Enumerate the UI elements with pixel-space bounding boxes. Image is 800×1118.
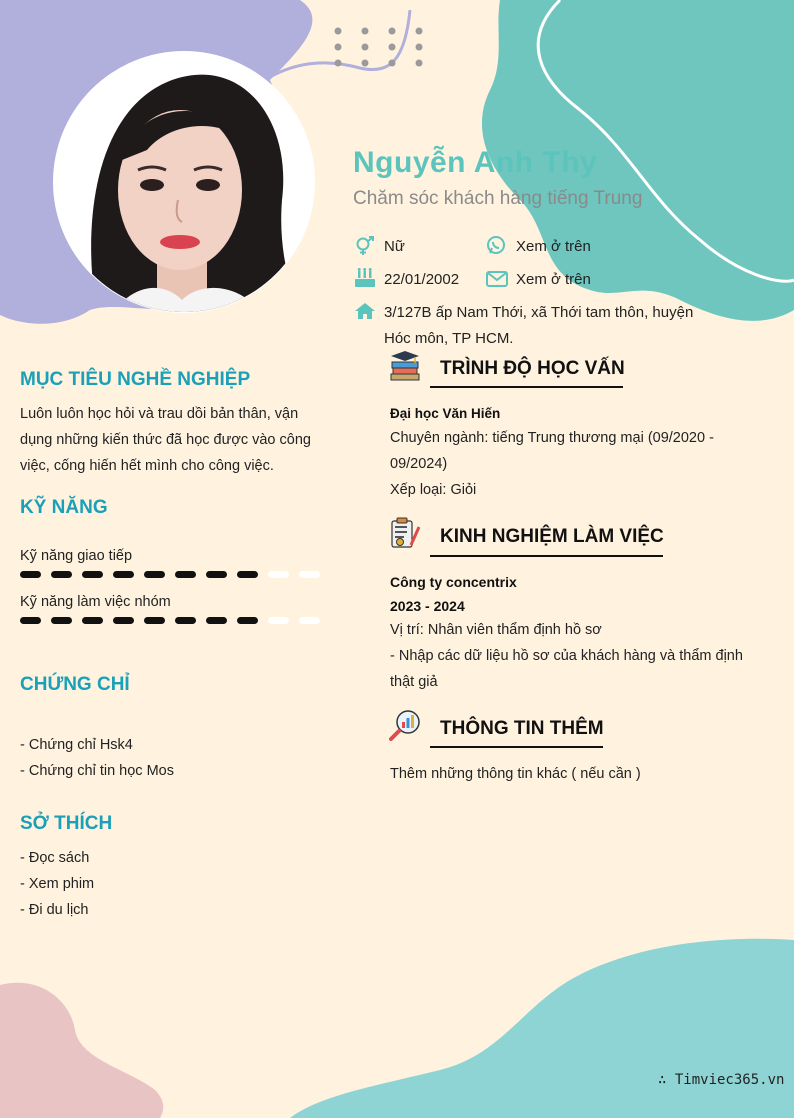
experience-heading: KINH NGHIỆM LÀM VIỆC — [440, 526, 664, 547]
education-heading: TRÌNH ĐỘ HỌC VẤN — [440, 358, 625, 379]
skill-dash-empty — [299, 571, 320, 578]
skill-level-bar — [20, 571, 320, 579]
hobby-item: - Xem phim — [20, 876, 95, 892]
address-line-1: 3/127B ấp Nam Thới, xã Thới tam thôn, huyện — [384, 304, 694, 321]
phone-icon — [486, 235, 506, 255]
certificates-heading: CHỨNG CHỈ — [20, 674, 130, 695]
graduation-books-icon — [389, 350, 421, 382]
skill-dash-filled — [82, 571, 103, 578]
home-icon — [354, 302, 376, 320]
education-major-line-1: Chuyên ngành: tiếng Trung thương mại (09/2020 - — [390, 430, 714, 446]
skill-dash-filled — [113, 617, 134, 624]
skill-dash-filled — [175, 617, 196, 624]
email-value: Xem ở trên — [516, 271, 591, 288]
skill-dash-filled — [206, 571, 227, 578]
gender-value: Nữ — [384, 238, 405, 255]
gender-icon — [355, 236, 375, 256]
skill-dash-filled — [20, 617, 41, 624]
experience-heading-underline — [430, 555, 663, 557]
education-major-line-2: 09/2024) — [390, 456, 448, 472]
hobbies-heading: SỞ THÍCH — [20, 813, 113, 834]
analytics-magnifier-icon — [389, 709, 421, 741]
certificate-item: - Chứng chỉ Hsk4 — [20, 737, 133, 753]
hobby-item: - Đi du lịch — [20, 902, 89, 918]
skill-dash-filled — [113, 571, 134, 578]
skill-dash-filled — [51, 571, 72, 578]
work-clipboard-icon — [389, 517, 421, 549]
dot-grid-decoration — [333, 26, 433, 71]
work-description-line-1: - Nhập các dữ liệu hồ sơ của khách hàng và thẩm định — [390, 648, 743, 664]
work-description-line-2: thật giả — [390, 674, 438, 690]
birthday-cake-icon — [354, 268, 376, 288]
objective-line: việc, cống hiến hết mình cho công việc. — [20, 458, 274, 474]
certificate-item: - Chứng chỉ tin học Mos — [20, 763, 174, 779]
objective-line: dụng những kiến thức đã học được vào công — [20, 432, 311, 448]
additional-info-heading-underline — [430, 746, 603, 748]
skill-dash-filled — [82, 617, 103, 624]
skill-dash-filled — [237, 617, 258, 624]
additional-info-text: Thêm những thông tin khác ( nếu cần ) — [390, 766, 641, 782]
school-name: Đại học Văn Hiến — [390, 406, 501, 421]
phone-value: Xem ở trên — [516, 238, 591, 255]
skill-dash-filled — [206, 617, 227, 624]
candidate-name: Nguyễn Anh Thy — [353, 146, 598, 179]
skill-dash-filled — [237, 571, 258, 578]
watermark: ∴ Timviec365.vn — [658, 1072, 785, 1088]
additional-info-heading: THÔNG TIN THÊM — [440, 718, 604, 739]
skill-label: Kỹ năng giao tiếp — [20, 548, 133, 564]
work-period: 2023 - 2024 — [390, 598, 465, 614]
objective-line: Luôn luôn học hỏi và trau dồi bản thân, vận — [20, 406, 299, 422]
candidate-position: Chăm sóc khách hàng tiếng Trung — [353, 188, 643, 209]
skill-dash-filled — [144, 617, 165, 624]
skill-dash-filled — [175, 571, 196, 578]
objective-heading: MỤC TIÊU NGHỀ NGHIỆP — [20, 369, 251, 390]
skill-dash-filled — [20, 571, 41, 578]
skill-dash-filled — [51, 617, 72, 624]
avatar — [52, 50, 316, 314]
skill-level-bar — [20, 617, 320, 625]
hobby-item: - Đọc sách — [20, 850, 90, 866]
education-grade: Xếp loại: Giỏi — [390, 482, 477, 498]
skill-dash-empty — [299, 617, 320, 624]
skill-label: Kỹ năng làm việc nhóm — [20, 594, 171, 610]
education-heading-underline — [430, 386, 623, 388]
address-line-2: Hóc môn, TP HCM. — [384, 330, 514, 347]
skill-dash-filled — [144, 571, 165, 578]
objective-text — [20, 401, 320, 479]
skill-dash-empty — [268, 617, 289, 624]
skill-dash-empty — [268, 571, 289, 578]
email-icon — [486, 270, 508, 288]
work-role: Vị trí: Nhân viên thẩm định hồ sơ — [390, 622, 602, 638]
skills-heading: KỸ NĂNG — [20, 497, 108, 518]
company-name: Công ty concentrix — [390, 574, 517, 590]
birthday-value: 22/01/2002 — [384, 271, 460, 288]
